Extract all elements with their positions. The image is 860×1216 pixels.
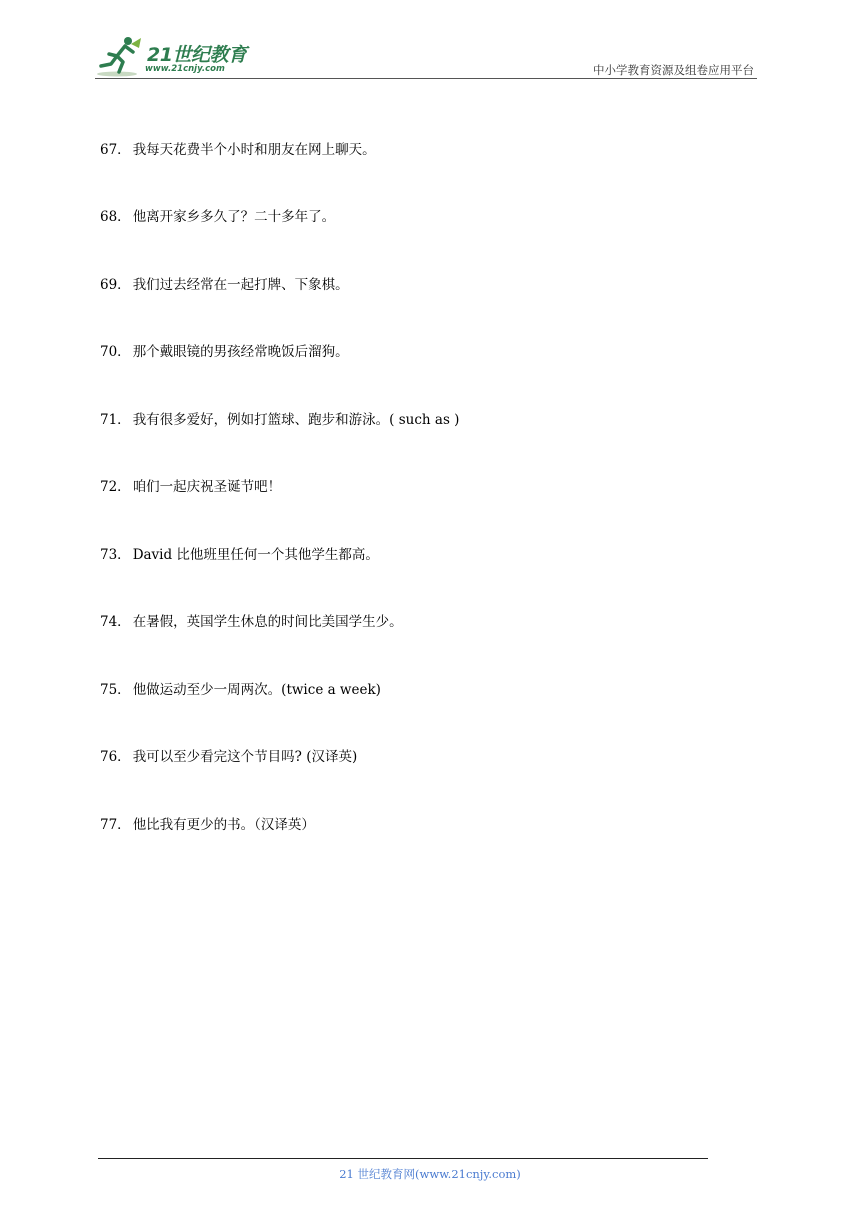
question-text: 我有很多爱好，例如打篮球、跑步和游泳。( such as ) bbox=[132, 412, 460, 428]
question-text: 我可以至少看完这个节目吗? (汉译英) bbox=[132, 749, 358, 765]
question-item bbox=[100, 748, 357, 766]
question-number: 67． bbox=[100, 142, 131, 158]
question-text: 我每天花费半个小时和朋友在网上聊天。 bbox=[132, 142, 376, 158]
question-number: 73． bbox=[100, 547, 131, 563]
question-text: 那个戴眼镜的男孩经常晚饭后溜狗。 bbox=[132, 344, 349, 360]
question-text: 他离开家乡多久了？二十多年了。 bbox=[132, 209, 336, 225]
question-item bbox=[100, 411, 459, 429]
site-logo bbox=[95, 34, 265, 78]
header-divider bbox=[95, 78, 757, 79]
question-item bbox=[100, 141, 376, 159]
question-number: 70． bbox=[100, 344, 131, 360]
question-number: 75． bbox=[100, 682, 131, 698]
footer-divider bbox=[98, 1158, 708, 1159]
footer-link[interactable]: 21 世纪教育网(www.21cnjy.com) bbox=[339, 1167, 521, 1181]
runner-icon bbox=[95, 34, 145, 78]
question-text: 我们过去经常在一起打牌、下象棋。 bbox=[132, 277, 349, 293]
question-text: 在暑假，英国学生休息的时间比美国学生少。 bbox=[132, 614, 403, 630]
question-text: David 比他班里任何一个其他学生都高。 bbox=[132, 547, 379, 563]
question-number: 72． bbox=[100, 479, 131, 495]
question-text: 他比我有更少的书。（汉译英） bbox=[132, 817, 315, 833]
question-number: 76． bbox=[100, 749, 131, 765]
question-item bbox=[100, 478, 281, 496]
question-item bbox=[100, 208, 335, 226]
header-tagline: 中小学教育资源及组卷应用平台 bbox=[593, 63, 754, 77]
logo-url: www.21cnjy.com bbox=[145, 64, 225, 74]
question-text: 他做运动至少一周两次。(twice a week) bbox=[132, 682, 381, 698]
logo-title: 21世纪教育 bbox=[147, 44, 247, 66]
question-number: 74． bbox=[100, 614, 131, 630]
question-number: 69． bbox=[100, 277, 131, 293]
question-item bbox=[100, 816, 315, 834]
page-header bbox=[95, 34, 757, 80]
question-item bbox=[100, 546, 379, 564]
question-item bbox=[100, 276, 349, 294]
question-item bbox=[100, 613, 403, 631]
question-number: 71． bbox=[100, 412, 131, 428]
question-text: 咱们一起庆祝圣诞节吧！ bbox=[132, 479, 282, 495]
question-item bbox=[100, 343, 349, 361]
question-number: 77． bbox=[100, 817, 131, 833]
question-number: 68． bbox=[100, 209, 131, 225]
question-item bbox=[100, 681, 381, 699]
